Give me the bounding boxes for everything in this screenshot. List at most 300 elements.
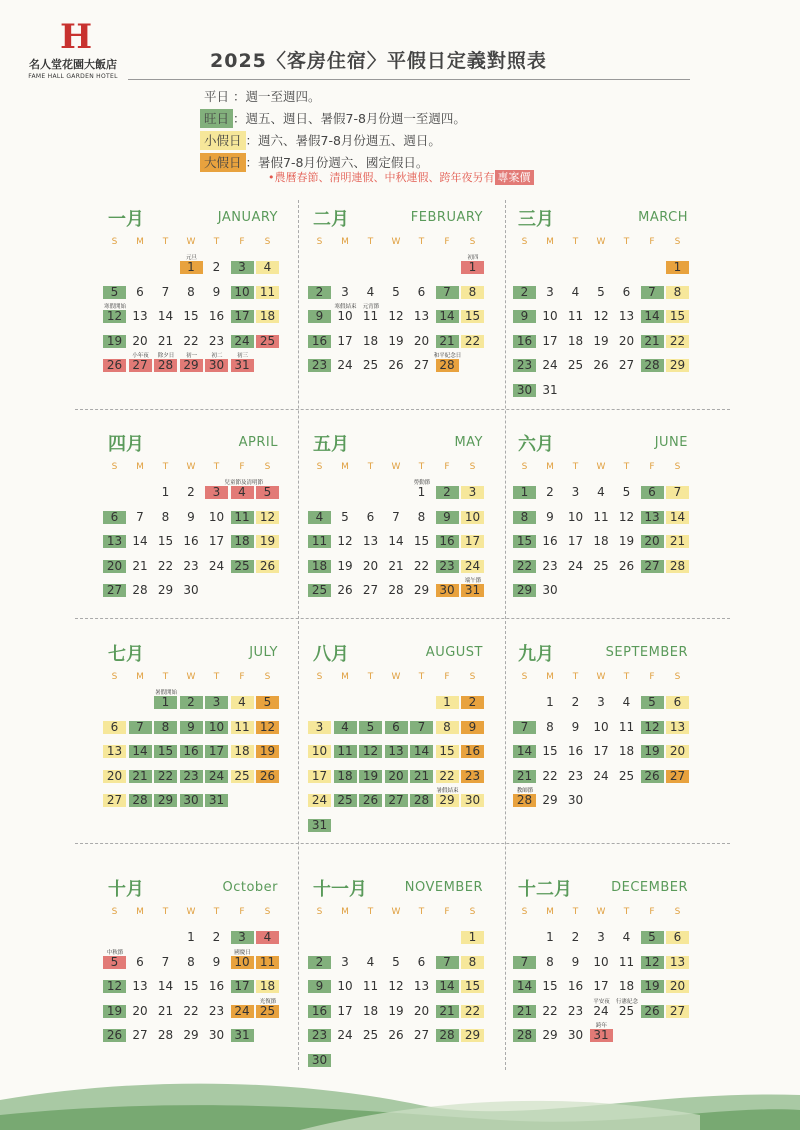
day-cell: 22 bbox=[461, 335, 484, 348]
day-cell: 9 bbox=[461, 721, 484, 734]
day-cell: 4 bbox=[597, 485, 605, 499]
month-name-zh: 一月 bbox=[108, 209, 144, 230]
weekday-label: T bbox=[572, 907, 579, 917]
day-cell: 1 bbox=[180, 261, 203, 274]
day-cell: 17 bbox=[205, 745, 228, 758]
month-1 bbox=[103, 205, 288, 405]
weekday-label: S bbox=[521, 237, 528, 247]
day-cell: 2 bbox=[187, 485, 195, 499]
day-cell: 20 bbox=[666, 745, 689, 758]
day-cell: 2 bbox=[571, 695, 580, 709]
month-4 bbox=[108, 430, 288, 630]
column-divider-2 bbox=[505, 200, 506, 1070]
day-cell: 15 bbox=[436, 745, 459, 758]
day-cell: 12 bbox=[593, 309, 609, 323]
month-name-zh: 九月 bbox=[518, 644, 554, 665]
logo-mark: H bbox=[59, 17, 87, 57]
day-cell: 8 bbox=[666, 286, 689, 299]
day-cell: 27 bbox=[103, 584, 126, 597]
day-cell: 13 bbox=[103, 745, 126, 758]
note-text: •農曆春節、清明連假、中秋連假、跨年夜另有 bbox=[268, 171, 495, 184]
day-cell: 15 bbox=[513, 535, 536, 548]
day-cell: 12 bbox=[256, 511, 279, 524]
legend-row bbox=[200, 86, 466, 108]
day-cell: 22 bbox=[542, 768, 558, 783]
month-header bbox=[108, 640, 278, 664]
holiday-annotation: 國慶日 bbox=[234, 949, 251, 956]
month-name-zh: 七月 bbox=[108, 644, 144, 665]
day-cell: 2 bbox=[212, 930, 221, 944]
day-cell: 3 bbox=[205, 486, 228, 499]
weekday-label: F bbox=[239, 462, 245, 472]
day-cell: 20 bbox=[413, 333, 430, 348]
day-cell: 15 bbox=[183, 309, 199, 323]
month-name-en: SEPTEMBER bbox=[605, 645, 688, 660]
month-name-zh: 五月 bbox=[313, 434, 349, 455]
day-cell: 14 bbox=[410, 745, 433, 758]
month-header bbox=[313, 875, 483, 899]
day-cell: 3 bbox=[341, 954, 349, 969]
weekday-label: S bbox=[469, 672, 476, 682]
day-cell: 21 bbox=[388, 558, 404, 573]
day-cell: 16 bbox=[208, 979, 225, 993]
day-cell: 1 bbox=[417, 485, 426, 499]
weekday-label: M bbox=[546, 237, 554, 247]
day-cell: 1 bbox=[436, 696, 459, 709]
day-cell: 10 bbox=[337, 309, 353, 323]
day-cell: 30 bbox=[461, 794, 484, 807]
day-cell: 6 bbox=[385, 721, 408, 734]
day-cell: 2 bbox=[308, 956, 331, 969]
day-cell: 28 bbox=[388, 583, 404, 597]
day-cell: 10 bbox=[208, 509, 225, 524]
day-cell: 6 bbox=[417, 954, 426, 969]
weekday-label: T bbox=[572, 462, 579, 472]
weekday-label: T bbox=[367, 672, 374, 682]
day-cell: 26 bbox=[359, 794, 382, 807]
day-cell: 20 bbox=[641, 535, 664, 548]
day-cell: 30 bbox=[180, 794, 203, 807]
day-cell: 30 bbox=[308, 1054, 331, 1067]
day-cell: 20 bbox=[103, 560, 126, 573]
day-cell: 21 bbox=[513, 1005, 536, 1018]
day-cell: 1 bbox=[513, 486, 536, 499]
weekday-label: W bbox=[186, 237, 196, 247]
holiday-annotation: 小年夜 bbox=[132, 353, 149, 359]
day-cell: 15 bbox=[461, 980, 484, 993]
day-cell: 9 bbox=[308, 980, 331, 993]
weekday-label: F bbox=[444, 237, 450, 247]
day-cell: 22 bbox=[436, 770, 459, 783]
day-cell: 5 bbox=[597, 284, 605, 299]
day-cell: 4 bbox=[231, 696, 254, 709]
day-cell: 22 bbox=[183, 1003, 199, 1018]
day-cell: 29 bbox=[513, 584, 536, 597]
weekday-label: S bbox=[674, 907, 681, 917]
day-cell: 11 bbox=[231, 721, 254, 734]
day-cell: 20 bbox=[618, 333, 635, 348]
day-cell: 10 bbox=[205, 721, 228, 734]
day-cell: 26 bbox=[103, 359, 126, 372]
day-cell: 7 bbox=[392, 509, 400, 524]
month-header bbox=[108, 875, 278, 899]
day-cell: 15 bbox=[461, 310, 484, 323]
weekday-label: W bbox=[596, 237, 606, 247]
day-cell: 21 bbox=[436, 1005, 459, 1018]
month-header bbox=[313, 205, 483, 229]
weekday-label: M bbox=[341, 672, 349, 682]
holiday-annotation: 和平紀念日 bbox=[433, 353, 462, 359]
weekday-label: S bbox=[316, 907, 323, 917]
month-name-zh: 十月 bbox=[108, 879, 144, 900]
weekday-label: M bbox=[546, 462, 554, 472]
day-cell: 8 bbox=[436, 721, 459, 734]
day-cell: 13 bbox=[132, 309, 148, 323]
column-divider-1 bbox=[298, 200, 299, 1070]
day-cell: 19 bbox=[103, 1005, 126, 1018]
day-cell: 10 bbox=[542, 309, 558, 323]
weekday-label: M bbox=[341, 907, 349, 917]
day-cell: 9 bbox=[180, 721, 203, 734]
logo-chinese-name: 名人堂花園大飯店 bbox=[29, 58, 117, 71]
month-6 bbox=[518, 430, 698, 630]
day-cell: 26 bbox=[641, 1005, 664, 1018]
day-cell: 31 bbox=[231, 1029, 254, 1042]
weekday-label: F bbox=[444, 462, 450, 472]
day-cell: 15 bbox=[542, 979, 558, 993]
holiday-annotation: 平安夜 bbox=[593, 998, 610, 1005]
day-cell: 18 bbox=[567, 333, 584, 348]
day-cell: 11 bbox=[567, 309, 584, 323]
day-cell: 27 bbox=[362, 583, 379, 597]
day-cell: 6 bbox=[103, 511, 126, 524]
weekday-label: W bbox=[391, 907, 401, 917]
day-cell: 27 bbox=[103, 794, 126, 807]
day-cell: 7 bbox=[666, 486, 689, 499]
day-cell: 11 bbox=[308, 535, 331, 548]
day-cell: 10 bbox=[231, 286, 254, 299]
holiday-annotation: 勞動節 bbox=[413, 480, 431, 486]
day-cell: 29 bbox=[183, 1028, 199, 1042]
note-highlight: 專案價 bbox=[495, 170, 534, 185]
day-cell: 10 bbox=[337, 979, 353, 993]
day-cell: 1 bbox=[546, 930, 554, 944]
day-cell: 30 bbox=[183, 583, 199, 597]
weekday-label: T bbox=[418, 907, 425, 917]
holiday-annotation: 寒假結束 bbox=[334, 304, 357, 310]
weekday-label: S bbox=[316, 672, 323, 682]
day-cell: 23 bbox=[436, 560, 459, 573]
day-cell: 16 bbox=[208, 309, 225, 323]
day-cell: 18 bbox=[362, 1003, 379, 1018]
day-cell: 12 bbox=[388, 979, 404, 993]
day-cell: 1 bbox=[666, 261, 689, 274]
weekday-label: S bbox=[469, 907, 476, 917]
day-cell: 10 bbox=[593, 954, 609, 969]
day-cell: 23 bbox=[461, 770, 484, 783]
day-cell: 18 bbox=[618, 979, 635, 993]
day-cell: 19 bbox=[256, 535, 279, 548]
day-cell: 19 bbox=[593, 333, 609, 348]
month-8 bbox=[313, 640, 493, 840]
day-cell: 14 bbox=[436, 310, 459, 323]
day-cell: 11 bbox=[362, 309, 379, 323]
day-cell: 7 bbox=[410, 721, 433, 734]
weekday-label: S bbox=[469, 237, 476, 247]
day-cell: 14 bbox=[513, 980, 536, 993]
month-12 bbox=[518, 875, 698, 1075]
day-cell: 24 bbox=[208, 558, 225, 573]
weekday-label: T bbox=[623, 237, 630, 247]
weekday-label: F bbox=[239, 237, 245, 247]
special-price-note bbox=[268, 169, 534, 185]
day-cell: 14 bbox=[157, 309, 174, 323]
day-cell: 17 bbox=[231, 980, 254, 993]
month-header bbox=[108, 430, 278, 454]
day-cell: 7 bbox=[161, 284, 170, 299]
day-cell: 21 bbox=[410, 770, 433, 783]
day-cell: 1 bbox=[546, 695, 554, 709]
day-cell: 11 bbox=[256, 286, 279, 299]
day-cell: 5 bbox=[103, 956, 126, 969]
day-cell: 21 bbox=[513, 770, 536, 783]
day-cell: 4 bbox=[334, 721, 357, 734]
day-cell: 20 bbox=[385, 770, 408, 783]
weekday-label: M bbox=[136, 907, 144, 917]
legend-row bbox=[200, 130, 466, 152]
day-cell: 16 bbox=[542, 534, 558, 548]
day-cell: 17 bbox=[593, 744, 609, 758]
weekday-label: F bbox=[444, 672, 450, 682]
day-cell: 17 bbox=[308, 770, 331, 783]
day-cell: 9 bbox=[571, 719, 580, 734]
day-cell: 28 bbox=[436, 359, 459, 372]
day-cell: 5 bbox=[103, 286, 126, 299]
month-name-zh: 十一月 bbox=[313, 879, 367, 900]
weekday-label: T bbox=[162, 672, 169, 682]
holiday-annotation: 初二 bbox=[211, 353, 223, 359]
weekday-label: T bbox=[418, 237, 425, 247]
weekday-label: W bbox=[186, 907, 196, 917]
day-cell: 21 bbox=[132, 558, 148, 573]
day-cell: 26 bbox=[388, 358, 404, 372]
day-cell: 16 bbox=[567, 744, 584, 758]
day-cell: 25 bbox=[256, 1005, 279, 1018]
day-cell: 21 bbox=[666, 535, 689, 548]
day-cell: 25 bbox=[256, 335, 279, 348]
day-cell: 25 bbox=[618, 768, 635, 783]
day-cell: 23 bbox=[183, 558, 199, 573]
day-cell: 22 bbox=[461, 1005, 484, 1018]
day-cell: 28 bbox=[513, 1029, 536, 1042]
day-cell: 3 bbox=[231, 261, 254, 274]
day-cell: 6 bbox=[666, 931, 689, 944]
month-header bbox=[518, 205, 688, 229]
day-cell: 11 bbox=[334, 745, 357, 758]
legend-tag: 旺日 bbox=[200, 109, 233, 128]
day-cell: 4 bbox=[622, 930, 631, 944]
month-header bbox=[518, 875, 688, 899]
day-cell: 14 bbox=[388, 534, 404, 548]
day-cell: 28 bbox=[157, 1028, 174, 1042]
day-cell: 6 bbox=[641, 486, 664, 499]
day-cell: 7 bbox=[436, 286, 459, 299]
weekday-label: F bbox=[649, 672, 655, 682]
footer-wave-decoration bbox=[0, 1070, 800, 1130]
day-cell: 20 bbox=[103, 770, 126, 783]
weekday-label: S bbox=[674, 237, 681, 247]
day-cell: 3 bbox=[341, 284, 349, 299]
weekday-label: T bbox=[623, 462, 630, 472]
month-header bbox=[108, 205, 278, 229]
day-cell: 18 bbox=[618, 744, 635, 758]
day-cell: 16 bbox=[308, 1005, 331, 1018]
weekday-label: T bbox=[162, 907, 169, 917]
month-name-zh: 八月 bbox=[313, 644, 349, 665]
weekday-label: T bbox=[162, 237, 169, 247]
day-cell: 4 bbox=[571, 284, 580, 299]
weekday-label: W bbox=[596, 907, 606, 917]
day-cell: 27 bbox=[641, 560, 664, 573]
day-cell: 29 bbox=[180, 359, 203, 372]
day-cell: 21 bbox=[157, 333, 174, 348]
day-cell: 30 bbox=[542, 583, 558, 597]
day-cell: 23 bbox=[513, 359, 536, 372]
day-cell: 23 bbox=[308, 359, 331, 372]
day-cell: 31 bbox=[542, 382, 558, 397]
weekday-label: F bbox=[239, 907, 245, 917]
day-cell: 16 bbox=[567, 979, 584, 993]
day-cell: 24 bbox=[231, 335, 254, 348]
month-name-en: NOVEMBER bbox=[404, 880, 483, 895]
day-cell: 13 bbox=[618, 309, 635, 323]
day-cell: 27 bbox=[385, 794, 408, 807]
day-cell: 25 bbox=[308, 584, 331, 597]
day-cell: 3 bbox=[308, 721, 331, 734]
month-name-en: October bbox=[222, 880, 278, 895]
weekday-label: M bbox=[341, 462, 349, 472]
legend-tag: 平日 bbox=[204, 89, 230, 104]
day-cell: 5 bbox=[622, 485, 631, 499]
day-cell: 8 bbox=[417, 509, 426, 524]
day-cell: 18 bbox=[231, 745, 254, 758]
weekday-label: S bbox=[316, 462, 323, 472]
day-cell: 20 bbox=[413, 1003, 430, 1018]
day-cell: 22 bbox=[154, 770, 177, 783]
month-3 bbox=[518, 205, 698, 405]
day-cell: 24 bbox=[337, 358, 353, 372]
holiday-annotation: 元宵節 bbox=[362, 304, 380, 310]
day-cell: 14 bbox=[641, 310, 664, 323]
day-cell: 27 bbox=[129, 359, 152, 372]
month-name-zh: 三月 bbox=[518, 209, 554, 230]
weekday-label: W bbox=[391, 237, 401, 247]
weekday-label: T bbox=[213, 672, 220, 682]
day-cell: 28 bbox=[410, 794, 433, 807]
month-10 bbox=[108, 875, 288, 1075]
day-cell: 15 bbox=[666, 310, 689, 323]
day-cell: 9 bbox=[187, 509, 195, 524]
day-cell: 12 bbox=[337, 534, 353, 548]
holiday-annotation: 教師節 bbox=[516, 788, 534, 794]
day-cell: 17 bbox=[208, 534, 225, 548]
legend-tag: 小假日 bbox=[200, 131, 246, 150]
weekday-label: M bbox=[546, 907, 554, 917]
weekday-label: M bbox=[136, 672, 144, 682]
day-cell: 30 bbox=[513, 384, 536, 397]
day-cell: 29 bbox=[461, 1029, 484, 1042]
day-cell: 24 bbox=[593, 768, 609, 783]
holiday-annotation: 跨年 bbox=[595, 1023, 607, 1029]
day-cell: 23 bbox=[567, 1003, 584, 1018]
weekday-label: M bbox=[546, 672, 554, 682]
legend-text: ：暑假7-8月份週六、國定假日。 bbox=[245, 155, 429, 170]
weekday-label: S bbox=[521, 907, 528, 917]
day-cell: 30 bbox=[205, 359, 228, 372]
weekday-label: F bbox=[239, 672, 245, 682]
day-cell: 13 bbox=[413, 309, 430, 323]
holiday-annotation: 初一 bbox=[185, 353, 197, 359]
day-cell: 19 bbox=[388, 333, 404, 348]
legend bbox=[200, 86, 466, 174]
day-cell: 27 bbox=[413, 358, 430, 372]
day-cell: 29 bbox=[542, 793, 558, 807]
day-cell: 26 bbox=[337, 583, 353, 597]
weekday-label: T bbox=[367, 237, 374, 247]
weekday-label: T bbox=[418, 672, 425, 682]
month-9 bbox=[518, 640, 698, 840]
day-cell: 4 bbox=[366, 284, 375, 299]
day-cell: 9 bbox=[436, 511, 459, 524]
day-cell: 13 bbox=[362, 534, 379, 548]
day-cell: 24 bbox=[542, 358, 558, 372]
day-cell: 12 bbox=[618, 509, 635, 524]
day-cell: 8 bbox=[187, 954, 195, 969]
weekday-label: S bbox=[521, 672, 528, 682]
day-cell: 12 bbox=[388, 309, 404, 323]
day-cell: 19 bbox=[103, 335, 126, 348]
day-cell: 18 bbox=[362, 333, 379, 348]
day-cell: 14 bbox=[436, 980, 459, 993]
day-cell: 11 bbox=[256, 956, 279, 969]
row-divider-1 bbox=[75, 409, 730, 410]
day-cell: 15 bbox=[542, 744, 558, 758]
day-cell: 5 bbox=[392, 954, 400, 969]
weekday-label: S bbox=[469, 462, 476, 472]
month-name-zh: 二月 bbox=[313, 209, 349, 230]
legend-tag: 大假日 bbox=[200, 153, 246, 172]
weekday-label: S bbox=[674, 672, 681, 682]
day-cell: 1 bbox=[461, 261, 484, 274]
weekday-label: M bbox=[136, 237, 144, 247]
day-cell: 13 bbox=[385, 745, 408, 758]
day-cell: 25 bbox=[231, 770, 254, 783]
day-cell: 15 bbox=[154, 745, 177, 758]
month-header bbox=[313, 640, 483, 664]
day-cell: 8 bbox=[513, 511, 536, 524]
holiday-annotation: 暑假結束 bbox=[436, 788, 459, 794]
day-cell: 3 bbox=[597, 695, 605, 709]
day-cell: 31 bbox=[308, 819, 331, 832]
day-cell: 22 bbox=[183, 333, 199, 348]
day-cell: 12 bbox=[103, 980, 126, 993]
day-cell: 19 bbox=[388, 1003, 404, 1018]
month-name-en: MARCH bbox=[638, 210, 688, 225]
day-cell: 11 bbox=[231, 511, 254, 524]
day-cell: 1 bbox=[161, 485, 170, 499]
day-cell: 30 bbox=[208, 1028, 225, 1042]
month-2 bbox=[313, 205, 493, 405]
